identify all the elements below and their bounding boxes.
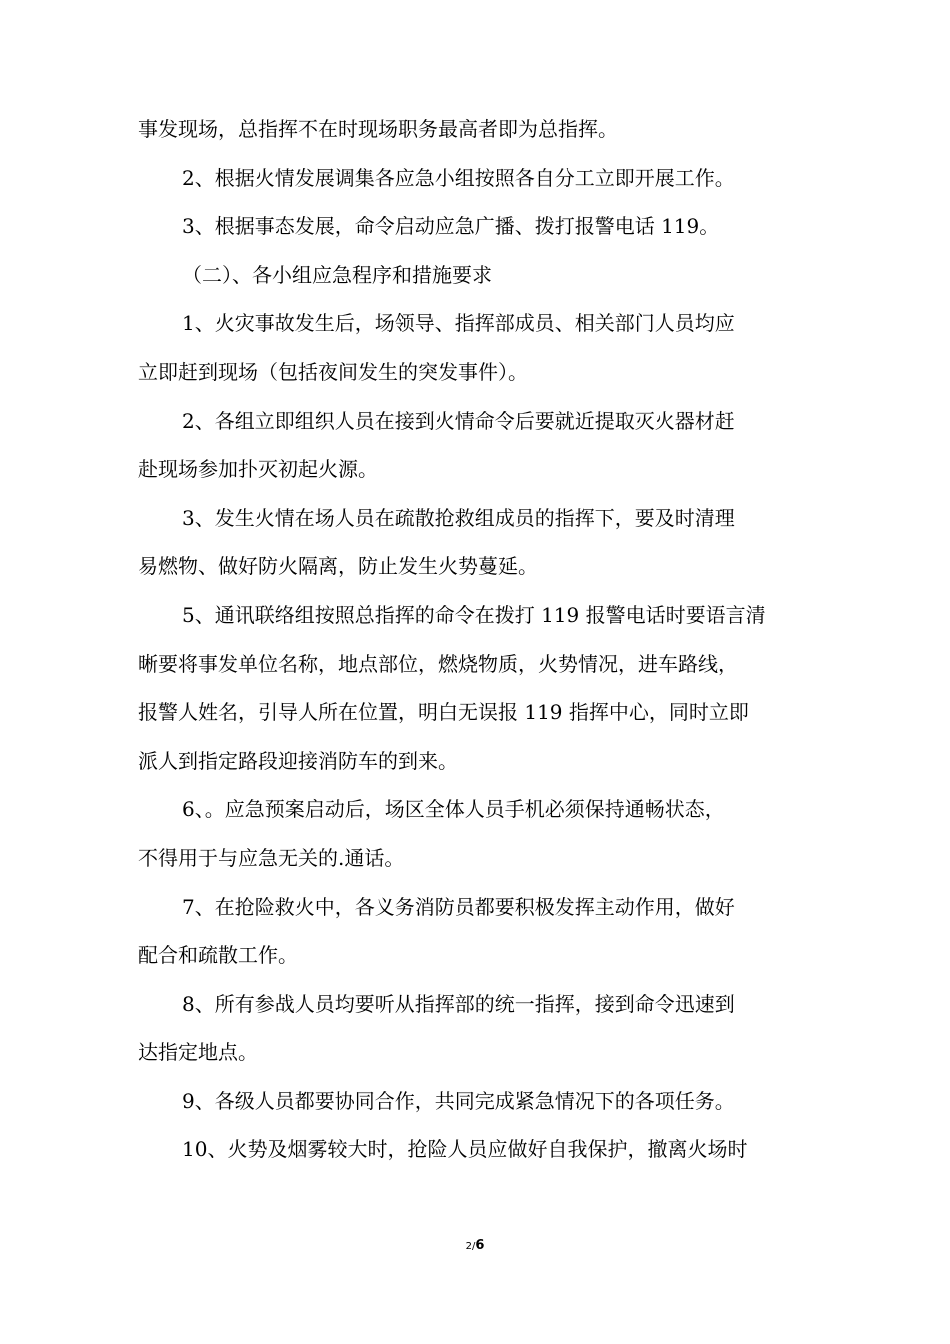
text-line: 1、火灾事故发生后，场领导、指挥部成员、相关部门人员均应 [182,311,735,336]
text-line: 易燃物、做好防火隔离，防止发生火势蔓延。 [138,554,538,579]
text-line: 晰要将事发单位名称，地点部位，燃烧物质，火势情况，进车路线， [138,651,738,676]
text-line: 3、根据事态发展，命令启动应急广播、拨打报警电话 119。 [182,214,720,239]
section-heading: （二）、各小组应急程序和措施要求 [182,262,492,287]
page-number [0,1238,950,1255]
text-line: 赴现场参加扑灭初起火源。 [138,457,378,482]
text-line: 3、发生火情在场人员在疏散抢救组成员的指挥下，要及时清理 [182,505,735,530]
current-page: 2/ [465,1241,476,1252]
text-line: 报警人姓名，引导人所在位置，明白无误报 119 指挥中心，同时立即 [138,700,749,725]
text-line: 8、所有参战人员均要听从指挥部的统一指挥，接到命令迅速到 [182,991,735,1016]
body-text [138,105,818,1174]
text-line: 事发现场，总指挥不在时现场职务最高者即为总指挥。 [138,117,618,141]
text-line: 不得用于与应急无关的.通话。 [138,845,405,870]
text-line: 达指定地点。 [138,1040,258,1065]
text-line: 9、各级人员都要协同合作，共同完成紧急情况下的各项任务。 [182,1088,735,1113]
text-line: 2、各组立即组织人员在接到火情命令后要就近提取灭火器材赶 [182,408,735,433]
text-line: 5、通讯联络组按照总指挥的命令在拨打 119 报警电话时要语言清 [182,602,766,627]
total-pages: 6 [475,1238,485,1253]
text-line: 2、根据火情发展调集各应急小组按照各自分工立即开展工作。 [182,165,735,190]
text-line: 10、火势及烟雾较大时，抢险人员应做好自我保护，撤离火场时 [182,1137,748,1162]
text-line: 6、。应急预案启动后，场区全体人员手机必须保持通畅状态， [182,797,725,822]
text-line: 立即赶到现场（包括夜间发生的突发事件）。 [138,359,528,384]
text-line: 7、在抢险救火中，各义务消防员都要积极发挥主动作用，做好 [182,894,735,919]
text-line: 配合和疏散工作。 [138,943,298,968]
text-line: 派人到指定路段迎接消防车的到来。 [138,748,458,773]
